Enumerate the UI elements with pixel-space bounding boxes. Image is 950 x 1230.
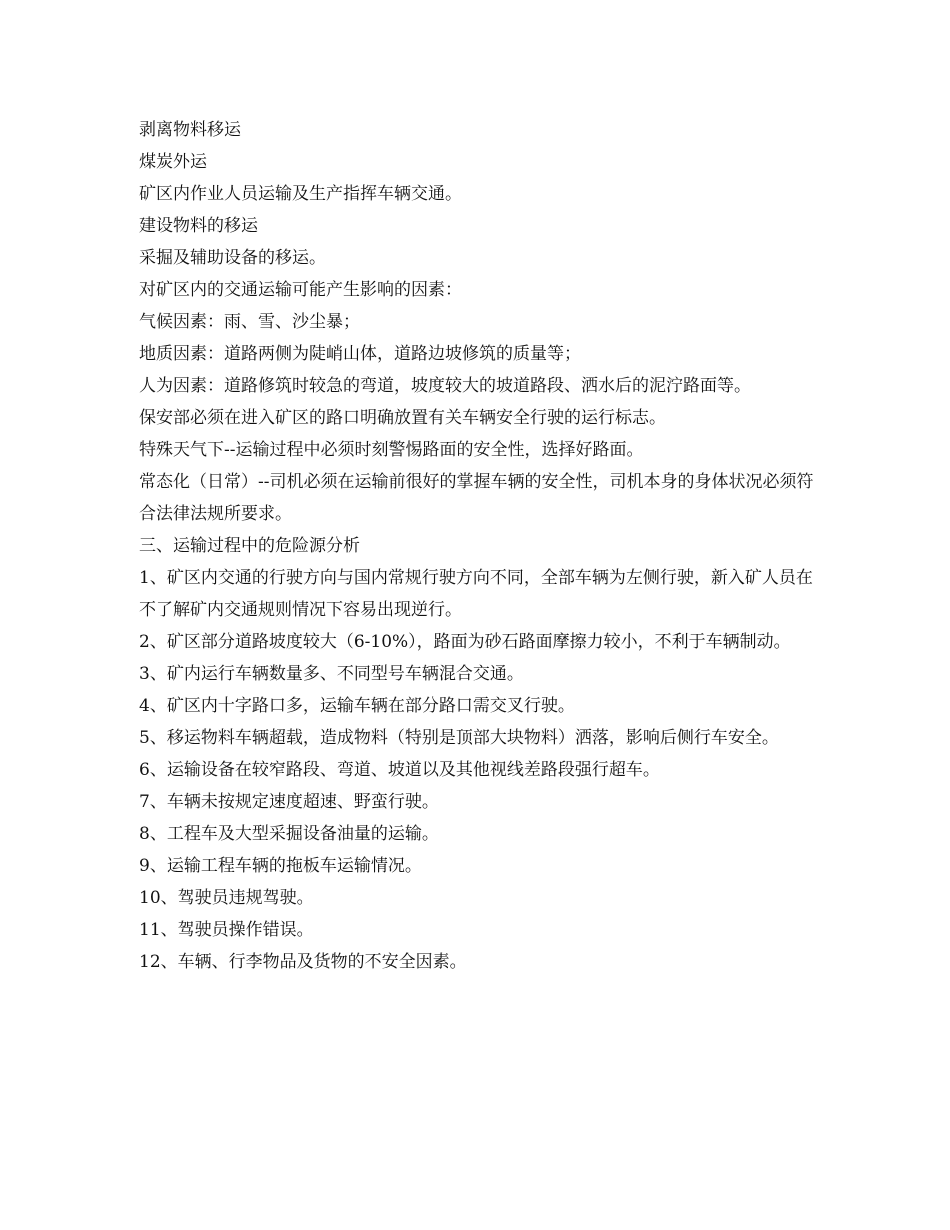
list-item-hazard-5: 5、移运物料车辆超载，造成物料（特别是顶部大块物料）洒落，影响后侧行车安全。 — [139, 728, 779, 748]
list-item-hazard-3: 3、矿内运行车辆数量多、不同型号车辆混合交通。 — [139, 664, 524, 684]
paragraph-human-factors: 人为因素：道路修筑时较急的弯道，坡度较大的坡道路段、洒水后的泥泞路面等。 — [139, 376, 751, 396]
list-item-hazard-7: 7、车辆未按规定速度超速、野蛮行驶。 — [139, 792, 439, 812]
paragraph-security-signs: 保安部必须在进入矿区的路口明确放置有关车辆安全行驶的运行标志。 — [139, 408, 666, 428]
list-item-hazard-8: 8、工程车及大型采掘设备油量的运输。 — [139, 824, 439, 844]
section-heading-hazard-analysis: 三、运输过程中的危险源分析 — [139, 536, 360, 556]
list-item-hazard-11: 11、驾驶员操作错误。 — [139, 920, 314, 940]
paragraph-personnel-transport: 矿区内作业人员运输及生产指挥车辆交通。 — [139, 184, 462, 204]
paragraph-climate-factors: 气候因素：雨、雪、沙尘暴； — [139, 312, 360, 332]
paragraph-construction-material: 建设物料的移运 — [139, 216, 258, 236]
paragraph-influencing-factors: 对矿区内的交通运输可能产生影响的因素： — [139, 280, 462, 300]
list-item-hazard-1: 1、矿区内交通的行驶方向与国内常规行驶方向不同，全部车辆为左侧行驶，新入矿人员在不了解矿内交通规则情况下容易出现逆行。 — [139, 568, 813, 620]
list-item-hazard-10: 10、驾驶员违规驾驶。 — [139, 888, 314, 908]
list-item-hazard-9: 9、运输工程车辆的拖板车运输情况。 — [139, 856, 422, 876]
list-item-hazard-4: 4、矿区内十字路口多，运输车辆在部分路口需交叉行驶。 — [139, 696, 575, 716]
paragraph-special-weather: 特殊天气下--运输过程中必须时刻警惕路面的安全性，选择好路面。 — [139, 440, 644, 460]
paragraph-stripping-material: 剥离物料移运 — [139, 120, 241, 140]
paragraph-normal-routine: 常态化（日常）--司机必须在运输前很好的掌握车辆的安全性，司机本身的身体状况必须符合法律法规所要求。 — [139, 472, 814, 524]
paragraph-coal-transport: 煤炭外运 — [139, 152, 207, 172]
document-body — [139, 114, 819, 978]
list-item-hazard-12: 12、车辆、行李物品及货物的不安全因素。 — [139, 952, 467, 972]
list-item-hazard-2: 2、矿区部分道路坡度较大（6-10%），路面为砂石路面摩擦力较小，不利于车辆制动。 — [139, 632, 791, 652]
list-item-hazard-6: 6、运输设备在较窄路段、弯道、坡道以及其他视线差路段强行超车。 — [139, 760, 660, 780]
paragraph-equipment-moving: 采掘及辅助设备的移运。 — [139, 248, 326, 268]
paragraph-geology-factors: 地质因素：道路两侧为陡峭山体，道路边坡修筑的质量等； — [139, 344, 581, 364]
